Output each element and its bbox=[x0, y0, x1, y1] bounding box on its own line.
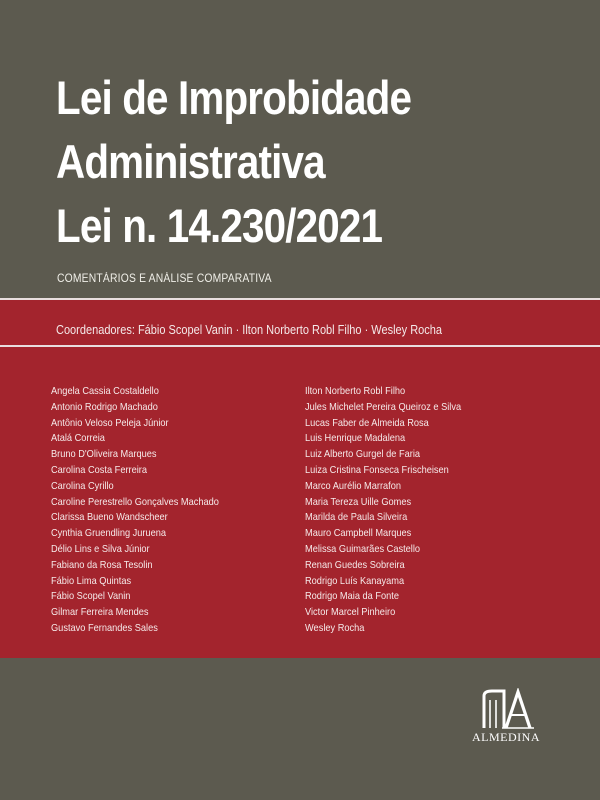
title-line-2: Administrativa bbox=[56, 135, 325, 188]
author-name: Luiza Cristina Fonseca Frischeisen bbox=[305, 463, 449, 476]
author-name: Cynthia Gruendling Juruena bbox=[51, 527, 167, 540]
author-name: Antônio Veloso Peleja Júnior bbox=[51, 416, 169, 429]
author-name: Délio Lins e Silva Júnior bbox=[51, 542, 150, 555]
publisher-logo bbox=[466, 688, 546, 748]
author-name: Melissa Guimarães Castello bbox=[305, 542, 421, 555]
author-name: Rodrigo Luís Kanayama bbox=[305, 574, 405, 587]
author-name: Antonio Rodrigo Machado bbox=[51, 400, 158, 413]
author-name: Gilmar Ferreira Mendes bbox=[51, 606, 149, 619]
author-name: Mauro Campbell Marques bbox=[305, 527, 412, 540]
author-name: Rodrigo Maia da Fonte bbox=[305, 590, 399, 603]
author-name: Fábio Lima Quintas bbox=[51, 574, 132, 587]
author-name: Bruno D'Oliveira Marques bbox=[51, 448, 157, 461]
author-name: Fabiano da Rosa Tesolin bbox=[51, 558, 153, 571]
author-name: Ilton Norberto Robl Filho bbox=[305, 385, 406, 397]
almedina-logo-icon bbox=[474, 688, 538, 730]
author-name: Atalá Correia bbox=[51, 432, 105, 445]
author-name: Carolina Cyrillo bbox=[51, 479, 114, 492]
author-name: Luiz Alberto Gurgel de Faria bbox=[305, 448, 421, 461]
author-name: Renan Guedes Sobreira bbox=[305, 558, 405, 571]
author-name: Luis Henrique Madalena bbox=[305, 432, 406, 445]
author-name: Caroline Perestrello Gonçalves Machado bbox=[51, 495, 219, 508]
author-name: Gustavo Fernandes Sales bbox=[51, 621, 158, 634]
authors-list-left bbox=[51, 384, 242, 637]
author-name: Lucas Faber de Almeida Rosa bbox=[305, 416, 429, 429]
author-name: Marilda de Paula Silveira bbox=[305, 511, 408, 524]
author-name: Jules Michelet Pereira Queiroz e Silva bbox=[305, 400, 462, 413]
book-title bbox=[56, 66, 411, 258]
author-name: Angela Cassia Costaldello bbox=[51, 385, 159, 397]
authors-list-right bbox=[305, 384, 482, 637]
author-name: Maria Tereza Uille Gomes bbox=[305, 495, 412, 508]
coordinators-line: Coordenadores: Fábio Scopel Vanin · Ilton Norberto Robl Filho · Wesley Rocha bbox=[56, 323, 443, 337]
title-line-3: Lei n. 14.230/2021 bbox=[56, 199, 383, 252]
author-name: Clarissa Bueno Wandscheer bbox=[51, 511, 168, 524]
author-name: Marco Aurélio Marrafon bbox=[305, 479, 402, 492]
book-subtitle: COMENTÁRIOS E ANÁLISE COMPARATIVA bbox=[57, 273, 272, 285]
author-name: Victor Marcel Pinheiro bbox=[305, 606, 396, 619]
author-name: Carolina Costa Ferreira bbox=[51, 463, 148, 476]
author-name: Wesley Rocha bbox=[305, 621, 365, 634]
title-line-1: Lei de Improbidade bbox=[56, 71, 412, 124]
author-name: Fábio Scopel Vanin bbox=[51, 590, 131, 603]
publisher-name: ALMEDINA bbox=[472, 730, 540, 744]
